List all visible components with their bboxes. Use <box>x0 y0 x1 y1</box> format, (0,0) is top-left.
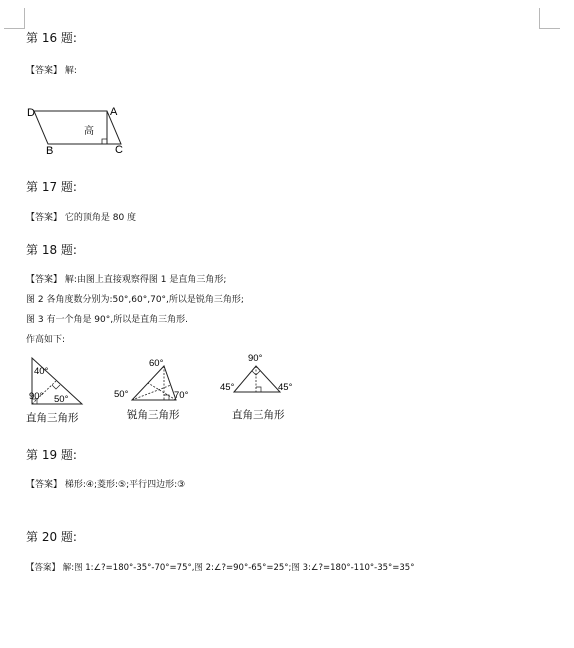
label-b: B <box>46 145 54 157</box>
page-corner-mark-left <box>4 8 25 29</box>
page-corner-mark-right <box>539 8 560 29</box>
angle-top: 60° <box>149 358 164 369</box>
altitude-from-left <box>132 385 171 400</box>
triangle-shape <box>234 366 280 392</box>
angle-right: 70° <box>174 390 189 401</box>
q18-line2: 图 2 各角度数分别为:50°,60°,70°,所以是锐角三角形; <box>26 295 244 305</box>
caption: 直角三角形 <box>26 412 79 424</box>
q17-heading: 第 17 题: <box>26 180 77 194</box>
angle-top: 40° <box>34 366 49 377</box>
parallelogram-shape <box>34 111 121 144</box>
angle-left: 45° <box>220 382 235 393</box>
q19-answer: 【答案】 梯形:④;菱形:⑤;平行四边形:③ <box>26 480 186 490</box>
angle-right: 50° <box>54 394 69 405</box>
q18-fig1-right-triangle <box>26 354 86 426</box>
q16-heading: 第 16 题: <box>26 31 77 45</box>
angle-top: 90° <box>248 353 263 364</box>
q18-line1: 【答案】 解:由图上直接观察得图 1 是直角三角形; <box>26 275 227 285</box>
triangle-shape <box>132 366 176 400</box>
q16-answer: 【答案】 解: <box>26 66 77 76</box>
q18-fig3-right-triangle <box>218 350 302 424</box>
q16-parallelogram-figure <box>24 102 134 158</box>
caption: 锐角三角形 <box>127 409 180 421</box>
q17-answer: 【答案】 它的顶角是 80 度 <box>26 213 137 223</box>
label-d: D <box>27 107 35 119</box>
right-angle-mark-base <box>256 387 261 392</box>
q20-answer: 【答案】 解:图 1:∠?=180°-35°-70°=75°,图 2:∠?=90°-65°=25°;图 3:∠?=180°-110°-35°=35° <box>26 563 415 573</box>
label-height: 高 <box>84 126 94 137</box>
q18-line3: 图 3 有一个角是 90°,所以是直角三角形. <box>26 315 188 325</box>
angle-left: 90° <box>29 391 44 402</box>
label-a: A <box>110 106 118 118</box>
altitude-mark <box>52 385 60 389</box>
q18-line4: 作高如下: <box>26 335 66 345</box>
altitude-from-right <box>148 383 176 400</box>
angle-left: 50° <box>114 389 129 400</box>
q18-heading: 第 18 题: <box>26 243 77 257</box>
caption: 直角三角形 <box>232 409 285 421</box>
q19-heading: 第 19 题: <box>26 448 77 462</box>
label-c: C <box>115 144 123 156</box>
q20-heading: 第 20 题: <box>26 530 77 544</box>
q18-fig2-acute-triangle <box>112 352 196 424</box>
right-angle-mark <box>102 139 107 144</box>
angle-right: 45° <box>278 382 293 393</box>
